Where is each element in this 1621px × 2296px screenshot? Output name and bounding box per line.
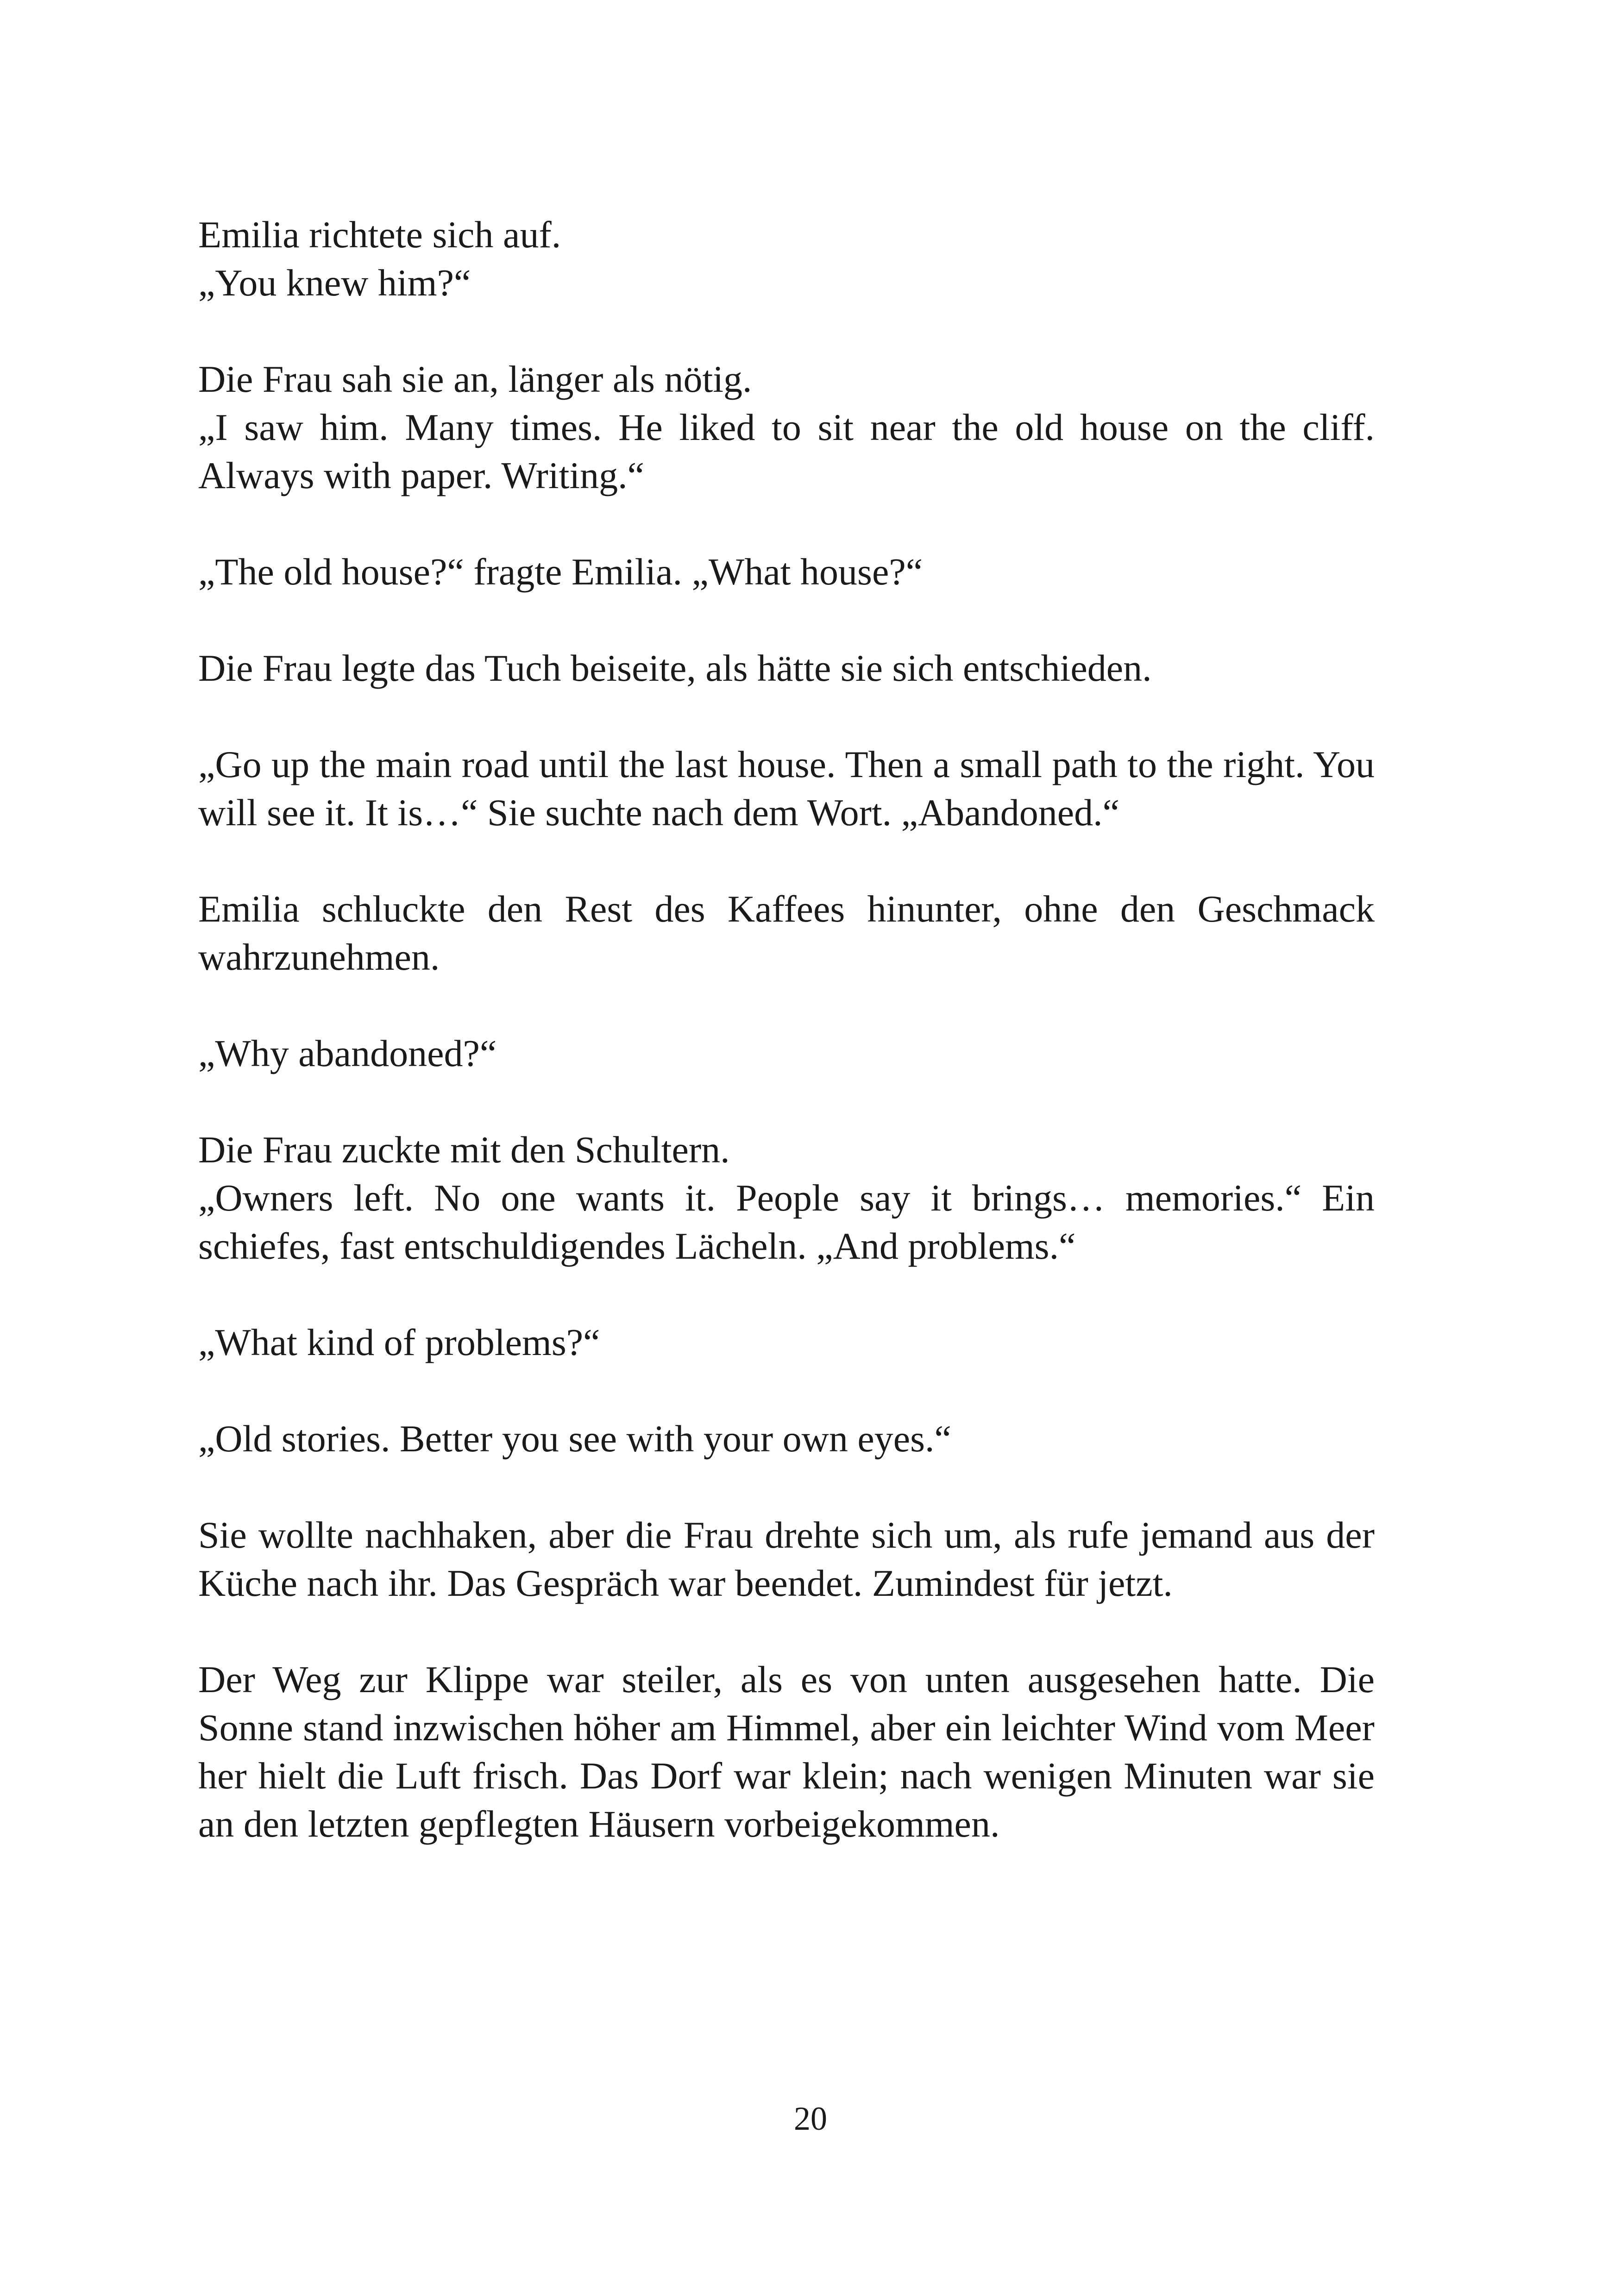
paragraph <box>198 1318 1375 1367</box>
text-line: Emilia richtete sich auf. <box>198 213 561 256</box>
paragraph <box>198 885 1375 981</box>
text-line: „The old house?“ fragte Emilia. „What house?“ <box>198 551 923 593</box>
text-line: „Why abandoned?“ <box>198 1032 497 1074</box>
paragraph <box>198 1656 1375 1848</box>
text-line: „I saw him. Many times. He liked to sit near the old house on the cliff. Always with paper. Writing.“ <box>198 406 1375 496</box>
body-text <box>198 211 1375 1896</box>
text-line: „Go up the main road until the last house. Then a small path to the right. You will see it. It is…“ Sie suchte nach dem Wort. „Abandoned.“ <box>198 743 1375 834</box>
text-line: Die Frau legte das Tuch beiseite, als hätte sie sich entschieden. <box>198 647 1152 689</box>
text-line: „Owners left. No one wants it. People say it brings… memories.“ Ein schiefes, fast entschuldigendes Lächeln. „And problems.“ <box>198 1177 1375 1267</box>
text-line: „Old stories. Better you see with your own eyes.“ <box>198 1418 951 1460</box>
text-line: Emilia schluckte den Rest des Kaffees hinunter, ohne den Geschmack wahrzunehmen. <box>198 888 1375 978</box>
text-line: Der Weg zur Klippe war steiler, als es von unten ausgesehen hatte. Die Sonne stand inzwischen höher am Himmel, aber ein leichter Wind vom Meer her hielt die Luft frisch. Das Dorf war klein; nach wenigen Minuten war sie an den letzten gepflegten Häusern vorbeigekommen. <box>198 1658 1375 1845</box>
paragraph <box>198 1126 1375 1270</box>
text-line: „What kind of problems?“ <box>198 1321 600 1363</box>
paragraph <box>198 1029 1375 1078</box>
paragraph <box>198 1511 1375 1607</box>
paragraph <box>198 1415 1375 1463</box>
paragraph <box>198 355 1375 500</box>
paragraph <box>198 211 1375 307</box>
paragraph <box>198 548 1375 596</box>
text-line: „You knew him?“ <box>198 262 471 304</box>
paragraph <box>198 740 1375 837</box>
paragraph <box>198 644 1375 692</box>
text-line: Die Frau sah sie an, länger als nötig. <box>198 358 752 400</box>
page-number: 20 <box>794 2100 827 2137</box>
text-line: Die Frau zuckte mit den Schultern. <box>198 1129 730 1171</box>
text-line: Sie wollte nachhaken, aber die Frau drehte sich um, als rufe jemand aus der Küche nach ihr. Das Gespräch war beendet. Zumindest für jetzt. <box>198 1514 1375 1604</box>
